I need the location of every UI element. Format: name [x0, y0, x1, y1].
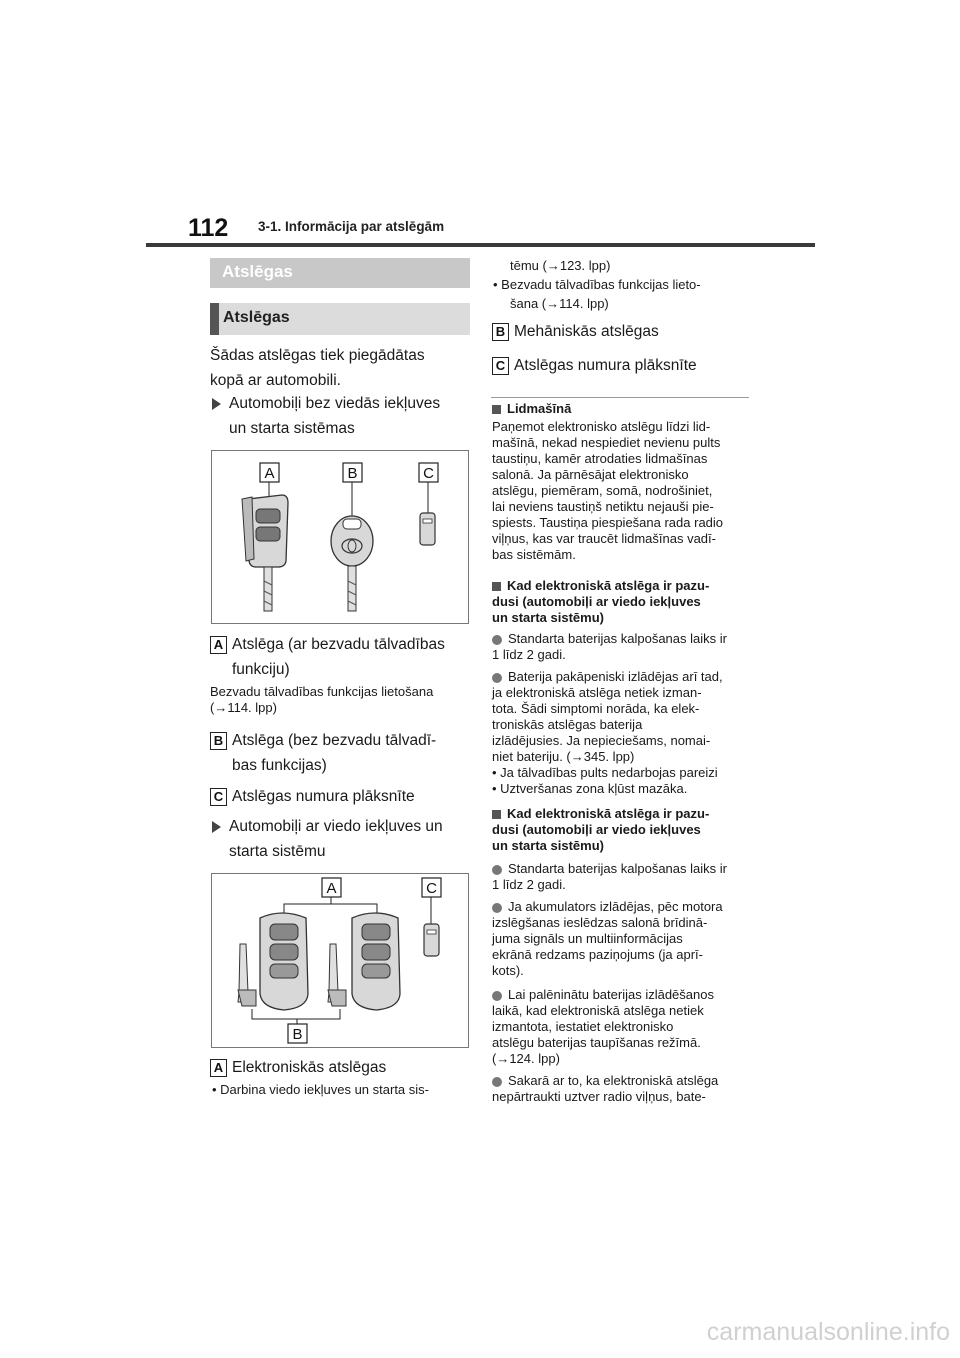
battery-saving: Lai palēninātu baterijas izlādēšanos laikā, kad elektroniskā atslēga netiek izmantota, iestatiet elektronisko atslēgu baterijas taupīšanas režīmā. (→124. lpp): [492, 987, 714, 1066]
letter-c-badge: C: [492, 357, 509, 375]
page-number: 112: [188, 214, 229, 242]
square-bullet-icon: [492, 810, 501, 819]
item-a-note: Bezvadu tālvadības funkcijas lietošana (→114. lpp): [210, 684, 434, 715]
circle-bullet-icon: [492, 991, 502, 1001]
header-rule: [146, 243, 815, 247]
item-a-key-remote: A Atslēga (ar bezvadu tālvadības funkciju): [210, 632, 475, 682]
watermark: carmanualsonline.info: [706, 1318, 950, 1346]
item-b-mechanical: B Mehāniskās atslēgas: [492, 319, 752, 344]
circle-bullet-icon: [492, 635, 502, 645]
smart-key-icon: [238, 913, 308, 1010]
item-b-key: B Atslēga (bez bezvadu tālvadī- bas funkcijas): [210, 728, 475, 778]
battery-life-2: Standarta baterijas kalpošanas laiks ir 1 līdz 2 gadi.: [492, 861, 727, 892]
triangle-icon: [212, 398, 221, 410]
circle-bullet-icon: [492, 865, 502, 875]
square-bullet-icon: [492, 582, 501, 591]
item-c-plate-right: C Atslēgas numura plāksnīte: [492, 353, 752, 378]
battery-warning: Ja akumulators izlādējas, pēc motora izslēgšanas ieslēdzas salonā brīdinā- juma signāls un multiinformācijas ekrānā redzams paziņojums (ja aprī- kots).: [492, 899, 723, 978]
number-plate-icon: [424, 924, 439, 956]
intro-text: Šādas atslēgas tiek piegādātas kopā ar automobili.: [210, 347, 425, 389]
fig2-label-c: C: [426, 880, 437, 897]
fig1-label-c: C: [423, 465, 434, 482]
airplane-section: Lidmašīnā Paņemot elektronisko atslēgu līdzi lid- mašīnā, nekad nespiediet nevienu pults taustiņu, kamēr atrodaties lidmašīnas salonā. Ja pārnēsājat elektronisko atslēgu, piemēram, somā, nodrošiniet, lai neviens taustiņš netiktu nejauši pie- spiests. Taustiņa piespiešana rada radio viļņus, kas var traucēt lidmašīnas vadī- bas sistēmām.: [492, 401, 724, 562]
subheading-smart: Automobiļi ar viedo iekļuves un starta sistēmu: [212, 814, 477, 864]
fig2-label-b: B: [292, 1026, 303, 1043]
radio-waves: Sakarā ar to, ka elektroniskā atslēga nepārtraukti uztver radio viļņus, bate-: [492, 1073, 719, 1104]
fig1-label-a: A: [264, 465, 275, 482]
remote-key-icon: [242, 495, 288, 611]
square-bullet-icon: [492, 405, 501, 414]
lost-key-section-1: Kad elektroniskā atslēga ir pazu- dusi (automobiļi ar viedo iekļuves un starta sistēmu): [492, 578, 710, 625]
keys-illustration-2: [212, 874, 468, 1047]
divider: [491, 397, 749, 398]
fig2-label-a: A: [326, 880, 337, 897]
letter-c-badge: C: [210, 788, 227, 806]
battery-life-1: Standarta baterijas kalpošanas laiks ir 1 līdz 2 gadi.: [492, 631, 727, 662]
subsection-band: Atslēgas: [210, 303, 470, 335]
keys-figure-2: [211, 873, 469, 1048]
circle-bullet-icon: [492, 1077, 502, 1087]
item-a2-electronic-keys: A Elektroniskās atslēgas: [210, 1055, 475, 1080]
toyota-key-icon: [331, 516, 373, 611]
smart-key-icon: [328, 913, 400, 1010]
right-continued: tēmu (→123. lpp) • Bezvadu tālvadības funkcijas lieto- šana (→114. lpp): [493, 258, 701, 311]
letter-a-badge: A: [210, 1059, 227, 1077]
letter-a-badge: A: [210, 636, 227, 654]
battery-drain: Baterija pakāpeniski izlādējas arī tad, ja elektroniskā atslēga netiek izman- tota. Šādi simptomi norāda, ka elek- troniskās atslēgas baterija izlādējusies. Ja nepieciešams, nomai- niet bateriju. (→345. lpp) • Ja tālvadības pults nedarbojas pareizi • Uztveršanas zona kļūst mazāka.: [492, 669, 723, 796]
fig1-label-b: B: [347, 465, 358, 482]
item-c-plate: C Atslēgas numura plāksnīte: [210, 784, 475, 809]
subheading-no-smart: Automobiļi bez viedās iekļuves un starta sistēmas: [212, 391, 477, 441]
circle-bullet-icon: [492, 903, 502, 913]
number-plate-icon: [420, 513, 435, 545]
triangle-icon: [212, 821, 221, 833]
lost-key-section-2: Kad elektroniskā atslēga ir pazu- dusi (automobiļi ar viedo iekļuves un starta sistēmu): [492, 806, 710, 853]
bullet-smart-entry: • Darbina viedo iekļuves un starta sis-: [212, 1082, 429, 1097]
section-band: Atslēgas: [210, 258, 470, 288]
letter-b-badge: B: [210, 732, 227, 750]
section-title: 3-1. Informācija par atslēgām: [258, 219, 445, 234]
letter-b-badge: B: [492, 323, 509, 341]
keys-figure-1: [211, 450, 469, 624]
keys-illustration-1: [212, 451, 468, 623]
circle-bullet-icon: [492, 673, 502, 683]
